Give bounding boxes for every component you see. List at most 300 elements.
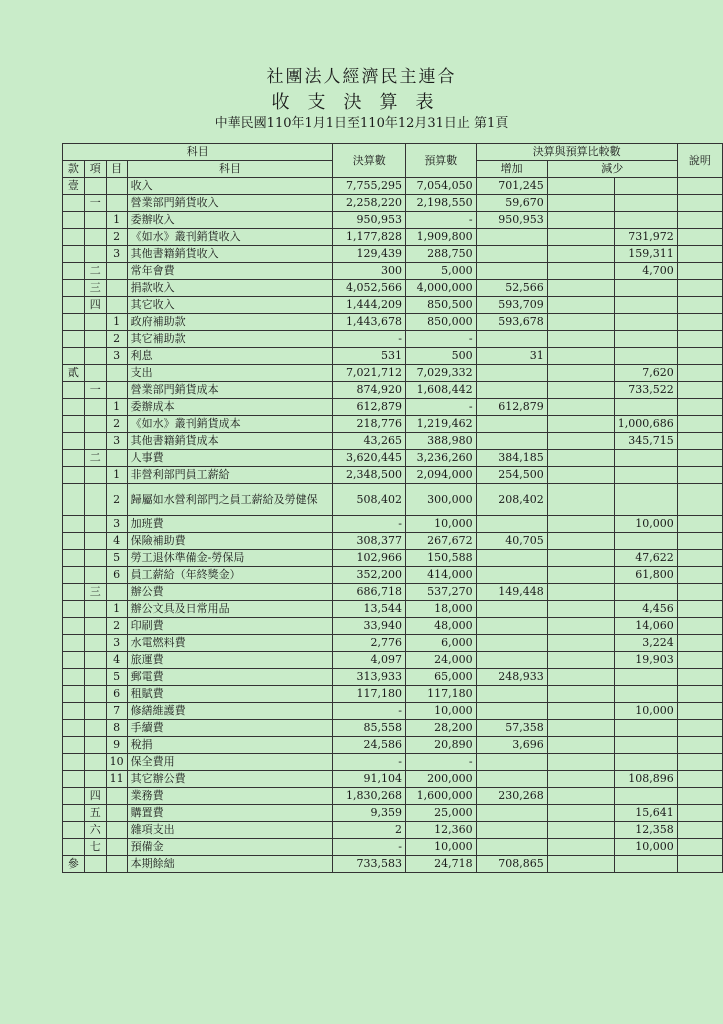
actual-cell: 7,021,712 [333, 365, 406, 382]
note-cell [677, 229, 722, 246]
table-row [63, 635, 723, 652]
actual-cell: 7,755,295 [333, 178, 406, 195]
budget-cell: 537,270 [406, 584, 477, 601]
table-row [63, 229, 723, 246]
xiang-cell [84, 652, 106, 669]
budget-cell: 2,198,550 [406, 195, 477, 212]
spacer-cell [547, 195, 614, 212]
increase-cell [476, 754, 547, 771]
table-row [63, 467, 723, 484]
actual-cell: 129,439 [333, 246, 406, 263]
increase-cell [476, 703, 547, 720]
spacer-cell [547, 567, 614, 584]
table-row [63, 331, 723, 348]
kuan-cell [63, 754, 85, 771]
note-cell [677, 263, 722, 280]
note-cell [677, 433, 722, 450]
subject-cell: 水電燃料費 [127, 635, 333, 652]
mu-cell [106, 195, 127, 212]
note-cell [677, 450, 722, 467]
decrease-cell: 4,700 [614, 263, 677, 280]
spacer-cell [547, 348, 614, 365]
budget-cell: 200,000 [406, 771, 477, 788]
budget-cell: 7,029,332 [406, 365, 477, 382]
note-cell [677, 533, 722, 550]
note-cell [677, 567, 722, 584]
actual-cell: 313,933 [333, 669, 406, 686]
xiang-cell [84, 635, 106, 652]
kuan-cell [63, 822, 85, 839]
note-cell [677, 280, 722, 297]
xiang-cell: 四 [84, 297, 106, 314]
actual-cell: 218,776 [333, 416, 406, 433]
mu-cell: 8 [106, 720, 127, 737]
table-row [63, 839, 723, 856]
decrease-cell [614, 720, 677, 737]
actual-cell: 2 [333, 822, 406, 839]
kuan-cell: 參 [63, 856, 85, 873]
note-cell [677, 669, 722, 686]
spacer-cell [547, 635, 614, 652]
spacer-cell [547, 331, 614, 348]
increase-cell: 701,245 [476, 178, 547, 195]
mu-cell [106, 263, 127, 280]
increase-cell: 708,865 [476, 856, 547, 873]
budget-cell: 65,000 [406, 669, 477, 686]
decrease-cell: 108,896 [614, 771, 677, 788]
increase-cell: 57,358 [476, 720, 547, 737]
subject-cell: 修繕維護費 [127, 703, 333, 720]
budget-cell: - [406, 754, 477, 771]
subject-cell: 本期餘絀 [127, 856, 333, 873]
decrease-cell: 19,903 [614, 652, 677, 669]
subject-cell: 捐款收入 [127, 280, 333, 297]
increase-cell: 208,402 [476, 484, 547, 516]
decrease-cell: 4,456 [614, 601, 677, 618]
table-row [63, 686, 723, 703]
budget-cell: 150,588 [406, 550, 477, 567]
decrease-cell [614, 450, 677, 467]
note-cell [677, 652, 722, 669]
spacer-cell [547, 601, 614, 618]
actual-cell: 33,940 [333, 618, 406, 635]
mu-cell: 4 [106, 652, 127, 669]
xiang-cell: 七 [84, 839, 106, 856]
table-row [63, 433, 723, 450]
note-cell [677, 297, 722, 314]
subject-cell: 《如水》叢刊銷貨收入 [127, 229, 333, 246]
subject-cell: 利息 [127, 348, 333, 365]
xiang-cell [84, 365, 106, 382]
table-row [63, 365, 723, 382]
budget-cell: - [406, 399, 477, 416]
spacer-cell [547, 365, 614, 382]
note-cell [677, 584, 722, 601]
increase-cell [476, 550, 547, 567]
xiang-cell: 三 [84, 584, 106, 601]
kuan-cell [63, 314, 85, 331]
report-period: 中華民國110年1月1日至110年12月31日止 第1頁 [214, 116, 509, 131]
xiang-cell [84, 314, 106, 331]
mu-cell [106, 280, 127, 297]
budget-cell: 288,750 [406, 246, 477, 263]
kuan-cell [63, 652, 85, 669]
kuan-cell [63, 720, 85, 737]
decrease-cell: 10,000 [614, 516, 677, 533]
table-row [63, 382, 723, 399]
mu-cell: 1 [106, 467, 127, 484]
decrease-cell: 12,358 [614, 822, 677, 839]
spacer-cell [547, 703, 614, 720]
actual-cell: 1,830,268 [333, 788, 406, 805]
subject-cell: 保全費用 [127, 754, 333, 771]
increase-cell [476, 635, 547, 652]
header-actual: 決算數 [333, 144, 406, 178]
mu-cell: 2 [106, 229, 127, 246]
subject-cell: 常年會費 [127, 263, 333, 280]
spacer-cell [547, 314, 614, 331]
mu-cell: 5 [106, 550, 127, 567]
mu-cell: 6 [106, 686, 127, 703]
header-increase: 增加 [476, 161, 547, 178]
increase-cell: 248,933 [476, 669, 547, 686]
table-row [63, 246, 723, 263]
actual-cell: - [333, 703, 406, 720]
actual-cell: 950,953 [333, 212, 406, 229]
budget-cell: 850,000 [406, 314, 477, 331]
kuan-cell [63, 584, 85, 601]
increase-cell: 52,566 [476, 280, 547, 297]
budget-cell: - [406, 331, 477, 348]
note-cell [677, 788, 722, 805]
mu-cell [106, 805, 127, 822]
subject-cell: 歸屬如水營利部門之員工薪給及勞健保 [127, 484, 333, 516]
header-subject-group: 科目 [63, 144, 333, 161]
subject-cell: 雜項支出 [127, 822, 333, 839]
decrease-cell: 3,224 [614, 635, 677, 652]
note-cell [677, 467, 722, 484]
spacer-cell [547, 822, 614, 839]
table-row [63, 720, 723, 737]
xiang-cell [84, 229, 106, 246]
xiang-cell [84, 467, 106, 484]
actual-cell: 117,180 [333, 686, 406, 703]
note-cell [677, 618, 722, 635]
decrease-cell: 159,311 [614, 246, 677, 263]
spacer-cell [547, 399, 614, 416]
budget-cell: 12,360 [406, 822, 477, 839]
increase-cell [476, 516, 547, 533]
note-cell [677, 195, 722, 212]
table-row [63, 516, 723, 533]
spacer-cell [547, 212, 614, 229]
subject-cell: 旅運費 [127, 652, 333, 669]
xiang-cell: 三 [84, 280, 106, 297]
mu-cell: 3 [106, 348, 127, 365]
decrease-cell [614, 212, 677, 229]
table-row [63, 484, 723, 516]
xiang-cell [84, 416, 106, 433]
spacer-cell [547, 263, 614, 280]
budget-cell: 18,000 [406, 601, 477, 618]
spacer-cell [547, 839, 614, 856]
table-row [63, 314, 723, 331]
subject-cell: 郵電費 [127, 669, 333, 686]
mu-cell [106, 450, 127, 467]
note-cell [677, 635, 722, 652]
budget-cell: 1,600,000 [406, 788, 477, 805]
subject-cell: 其它收入 [127, 297, 333, 314]
budget-cell: 850,500 [406, 297, 477, 314]
subject-cell: 加班費 [127, 516, 333, 533]
actual-cell: 612,879 [333, 399, 406, 416]
subject-cell: 其它補助款 [127, 331, 333, 348]
mu-cell: 2 [106, 416, 127, 433]
subject-cell: 支出 [127, 365, 333, 382]
note-cell [677, 550, 722, 567]
subject-cell: 收入 [127, 178, 333, 195]
mu-cell: 7 [106, 703, 127, 720]
spacer-cell [547, 737, 614, 754]
budget-cell: 10,000 [406, 516, 477, 533]
table-row [63, 618, 723, 635]
table-row [63, 348, 723, 365]
note-cell [677, 754, 722, 771]
table-row [63, 669, 723, 686]
actual-cell: - [333, 516, 406, 533]
xiang-cell [84, 856, 106, 873]
table-row [63, 856, 723, 873]
table-row [63, 178, 723, 195]
kuan-cell [63, 467, 85, 484]
subject-cell: 人事費 [127, 450, 333, 467]
xiang-cell [84, 601, 106, 618]
kuan-cell [63, 805, 85, 822]
budget-cell: 2,094,000 [406, 467, 477, 484]
decrease-cell [614, 195, 677, 212]
mu-cell [106, 178, 127, 195]
xiang-cell: 二 [84, 450, 106, 467]
spacer-cell [547, 533, 614, 550]
decrease-cell: 733,522 [614, 382, 677, 399]
mu-cell [106, 788, 127, 805]
decrease-cell [614, 280, 677, 297]
spacer-cell [547, 246, 614, 263]
kuan-cell [63, 229, 85, 246]
increase-cell [476, 618, 547, 635]
decrease-cell: 1,000,686 [614, 416, 677, 433]
decrease-cell: 345,715 [614, 433, 677, 450]
note-cell [677, 686, 722, 703]
mu-cell [106, 365, 127, 382]
decrease-cell [614, 788, 677, 805]
decrease-cell: 10,000 [614, 703, 677, 720]
note-cell [677, 720, 722, 737]
xiang-cell [84, 737, 106, 754]
spacer-cell [547, 584, 614, 601]
table-row [63, 550, 723, 567]
actual-cell: 13,544 [333, 601, 406, 618]
actual-cell: 874,920 [333, 382, 406, 399]
subject-cell: 勞工退休準備金-勞保局 [127, 550, 333, 567]
table-row [63, 652, 723, 669]
increase-cell: 254,500 [476, 467, 547, 484]
mu-cell: 1 [106, 212, 127, 229]
spacer-cell [547, 416, 614, 433]
header-compare: 決算與預算比較數 [476, 144, 677, 161]
actual-cell: 43,265 [333, 433, 406, 450]
actual-cell: 9,359 [333, 805, 406, 822]
note-cell [677, 178, 722, 195]
budget-cell: 388,980 [406, 433, 477, 450]
table-row [63, 212, 723, 229]
spacer-cell [547, 550, 614, 567]
actual-cell: 300 [333, 263, 406, 280]
note-cell [677, 365, 722, 382]
actual-cell: 24,586 [333, 737, 406, 754]
xiang-cell [84, 178, 106, 195]
subject-cell: 員工薪給（年終獎金） [127, 567, 333, 584]
budget-cell: 10,000 [406, 839, 477, 856]
kuan-cell [63, 416, 85, 433]
budget-cell: 25,000 [406, 805, 477, 822]
mu-cell [106, 584, 127, 601]
mu-cell: 3 [106, 433, 127, 450]
note-cell [677, 484, 722, 516]
increase-cell: 593,709 [476, 297, 547, 314]
note-cell [677, 703, 722, 720]
decrease-cell: 47,622 [614, 550, 677, 567]
budget-cell: 500 [406, 348, 477, 365]
table-row [63, 297, 723, 314]
actual-cell: 531 [333, 348, 406, 365]
header-kuan: 款 [63, 161, 85, 178]
actual-cell: 91,104 [333, 771, 406, 788]
actual-cell: - [333, 754, 406, 771]
kuan-cell [63, 703, 85, 720]
xiang-cell: 四 [84, 788, 106, 805]
table-row [63, 416, 723, 433]
decrease-cell: 731,972 [614, 229, 677, 246]
subject-cell: 辦公文具及日常用品 [127, 601, 333, 618]
budget-cell: 6,000 [406, 635, 477, 652]
xiang-cell [84, 484, 106, 516]
increase-cell: 230,268 [476, 788, 547, 805]
increase-cell [476, 229, 547, 246]
xiang-cell [84, 567, 106, 584]
increase-cell [476, 263, 547, 280]
kuan-cell [63, 601, 85, 618]
xiang-cell [84, 703, 106, 720]
subject-cell: 業務費 [127, 788, 333, 805]
decrease-cell [614, 467, 677, 484]
decrease-cell [614, 669, 677, 686]
actual-cell: 1,443,678 [333, 314, 406, 331]
decrease-cell [614, 314, 677, 331]
kuan-cell [63, 263, 85, 280]
xiang-cell [84, 331, 106, 348]
header-decrease: 減少 [547, 161, 677, 178]
increase-cell: 950,953 [476, 212, 547, 229]
mu-cell: 1 [106, 314, 127, 331]
kuan-cell: 壹 [63, 178, 85, 195]
spacer-cell [547, 467, 614, 484]
mu-cell: 9 [106, 737, 127, 754]
xiang-cell [84, 686, 106, 703]
subject-cell: 稅捐 [127, 737, 333, 754]
table-row [63, 584, 723, 601]
header-xiang: 項 [84, 161, 106, 178]
mu-cell [106, 382, 127, 399]
actual-cell: 2,258,220 [333, 195, 406, 212]
xiang-cell [84, 399, 106, 416]
note-cell [677, 856, 722, 873]
table-row [63, 263, 723, 280]
actual-cell: 308,377 [333, 533, 406, 550]
note-cell [677, 246, 722, 263]
increase-cell [476, 365, 547, 382]
table-row [63, 450, 723, 467]
xiang-cell: 一 [84, 382, 106, 399]
spacer-cell [547, 382, 614, 399]
actual-cell: 2,348,500 [333, 467, 406, 484]
subject-cell: 手續費 [127, 720, 333, 737]
decrease-cell [614, 399, 677, 416]
increase-cell: 40,705 [476, 533, 547, 550]
header-subject: 科目 [127, 161, 333, 178]
increase-cell [476, 771, 547, 788]
header-budget: 預算數 [406, 144, 477, 178]
kuan-cell [63, 669, 85, 686]
header-mu: 目 [106, 161, 127, 178]
actual-cell: 3,620,445 [333, 450, 406, 467]
subject-cell: 其它辦公費 [127, 771, 333, 788]
budget-cell: 300,000 [406, 484, 477, 516]
kuan-cell [63, 788, 85, 805]
xiang-cell [84, 212, 106, 229]
kuan-cell [63, 618, 85, 635]
budget-cell: 20,890 [406, 737, 477, 754]
decrease-cell [614, 856, 677, 873]
xiang-cell [84, 618, 106, 635]
note-cell [677, 331, 722, 348]
budget-cell: 1,608,442 [406, 382, 477, 399]
decrease-cell [614, 331, 677, 348]
subject-cell: 辦公費 [127, 584, 333, 601]
increase-cell [476, 433, 547, 450]
decrease-cell: 7,620 [614, 365, 677, 382]
increase-cell: 612,879 [476, 399, 547, 416]
table-row [63, 822, 723, 839]
mu-cell: 3 [106, 635, 127, 652]
budget-cell: 1,219,462 [406, 416, 477, 433]
note-cell [677, 771, 722, 788]
subject-cell: 其他書籍銷貨成本 [127, 433, 333, 450]
spacer-cell [547, 450, 614, 467]
decrease-cell [614, 584, 677, 601]
spacer-cell [547, 686, 614, 703]
header-note: 說明 [677, 144, 722, 178]
kuan-cell [63, 212, 85, 229]
subject-cell: 營業部門銷貨收入 [127, 195, 333, 212]
budget-cell: 5,000 [406, 263, 477, 280]
actual-cell: 102,966 [333, 550, 406, 567]
table-row [63, 805, 723, 822]
spacer-cell [547, 652, 614, 669]
kuan-cell [63, 737, 85, 754]
increase-cell: 384,185 [476, 450, 547, 467]
mu-cell: 3 [106, 516, 127, 533]
